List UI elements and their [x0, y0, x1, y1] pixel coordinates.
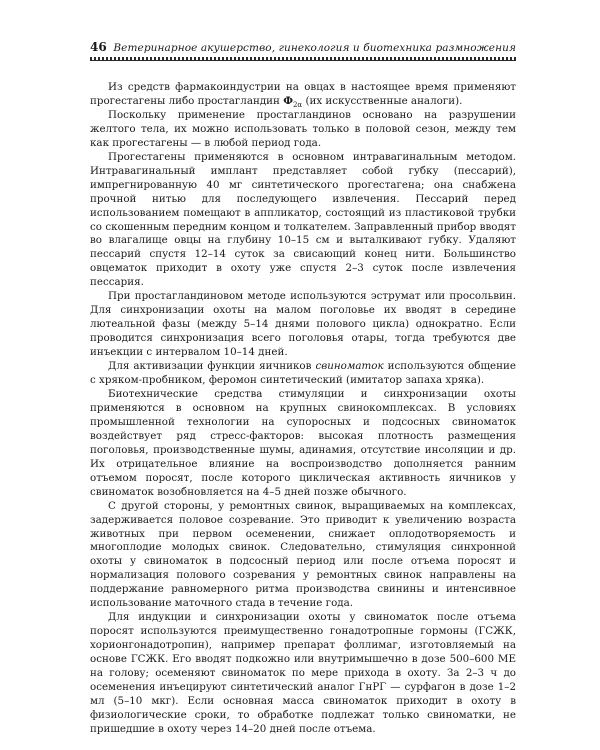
italic-term-sows: свиноматок: [315, 360, 384, 373]
running-header: [90, 40, 516, 56]
paragraph-3: Прогестагены применяются в основном интравагинальным методом. Интравагинальный имплант представляет собой губку (пессарий), импрегнированную 40 мг синтетического прогестагена; она снабжена прочной нитью для последующего извлечения. Пессарий перед использованием помещают в аппликатор, состоящий из пластиковой трубки со скошенным передним концом и толкателем. Заправленный прибор вводят во влагалище овцы на глубину 10–15 см и выталкивают губку. Удаляют пессарий спустя 12–14 суток за свисающий конец нити. Большинство овцематок приходит в охоту уже спустя 2–3 суток после извлечения пессария.: [90, 150, 516, 289]
paragraph-4: При простагландиновом методе используются эструмат или просольвин. Для синхронизации охоты на малом поголовье их вводят в середине лютеальной фазы (между 5–14 днями полового цикла) однократно. Если проводится синхронизация всего поголовья отары, тогда требуются две инъекции с интервалом 10–14 дней.: [90, 290, 516, 359]
paragraph-8: Для индукции и синхронизации охоты у свиноматок после отъема поросят используются преимущественно гонадотропные гормоны (ГСЖК, хорионгонадотропин), например препарат фоллимаг, изготовляемый на основе ГСЖК. Его вводят подкожно или внутримышечно в дозе 500–600 МЕ на голову; осеменяют свиноматок по мере прихода в охоту. За 2–3 ч до осеменения инъецируют синтетический аналог ГнРГ — сурфагон в дозе 1–2 мл (5–10 мкг). Если основная масса свиноматок приходит в охоту в физиологические сроки, то обработке подлежат только свиноматки, не пришедшие в охоту через 14–20 дней после отъема.: [90, 611, 516, 735]
paragraph-1-text: Из средств фармакоиндустрии на овцах в настоящее время применяют прогестагены либо простагландин: [90, 81, 516, 107]
prostaglandin-formula: Ф: [283, 94, 293, 107]
paragraph-1: [90, 81, 516, 109]
paragraph-5-tail: используются общение с хряком-пробником, феромон синтетический (имитатор запаха хряка).: [90, 360, 516, 387]
paragraph-5: [90, 360, 516, 388]
paragraph-1-tail: (их искусственные аналоги).: [305, 94, 463, 107]
paragraph-2: Поскольку применение простагландинов основано на разрушении желтого тела, их можно использовать только в половой сезон, между тем как прогестагены — в любой период года.: [90, 108, 516, 149]
paragraph-6: Биотехнические средства стимуляции и синхронизации охоты применяются в основном на крупных свинокомплексах. В условиях промышленной технологии на супоросных и подсосных свиноматок воздействует ряд стресс-факторов: высокая плотность размещения поголовья, производственные шумы, адинамия, отсутствие инсоляции и др. Их отрицательное влияние на воспроизводство дополняется ранним отъемом поросят, после которого циклическая активность яичников у свиноматок возобновляется на 4–5 дней позже обычного.: [90, 387, 516, 498]
paragraph-5-lead: Для активизации функции яичников: [108, 360, 312, 373]
header-divider: [90, 57, 516, 61]
paragraph-7: С другой стороны, у ремонтных свинок, выращиваемых на комплексах, задерживается половое созревание. Это приводит к увеличению возраста животных при первом осеменении, снижает оплодотворяемость и многоплодие молодых свинок. Следовательно, стимуляция синхронной охоты у свиноматок в подсосный период или после отъема поросят и нормализация полового созревания у ремонтных свинок направлены на поддержание равномерного ритма производства свинины и интенсивное использование маточного стада в течение года.: [90, 499, 516, 610]
running-title: Ветеринарное акушерство, гинекология и биотехника размножения: [113, 42, 516, 54]
page-number: 46: [90, 40, 107, 54]
prostaglandin-subscript: 2α: [292, 101, 303, 109]
body-text: [90, 81, 516, 737]
